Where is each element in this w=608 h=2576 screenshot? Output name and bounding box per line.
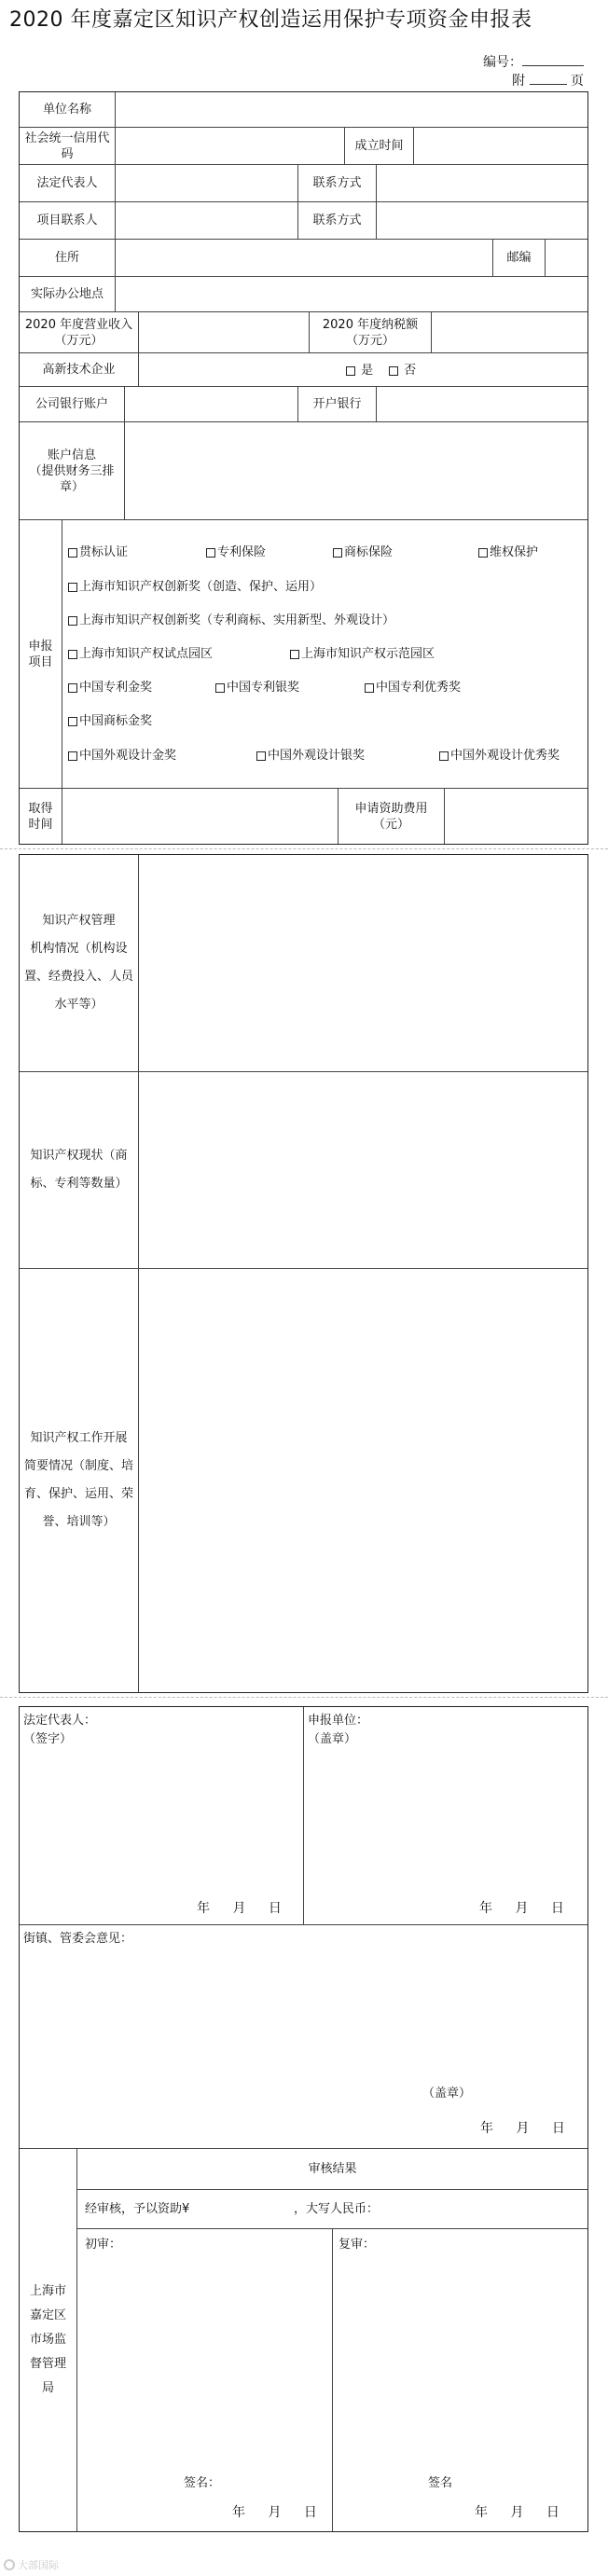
option-label: 商标保险 [344, 545, 394, 559]
review-text-a: 经审核，予以资助¥ [85, 2202, 190, 2216]
apply-fee-field[interactable] [445, 789, 587, 844]
serial-blank[interactable] [522, 53, 584, 66]
account-info-field[interactable] [125, 422, 587, 520]
ip-mgmt-label [20, 855, 139, 1072]
checkbox-icon[interactable] [68, 616, 77, 626]
ip-work-line1: 知识产权工作开展 [30, 1431, 128, 1445]
seal-2: （盖章） [422, 2087, 472, 2101]
bureau-line5: 局 [41, 2381, 54, 2395]
apply-item-line1: 申报 [28, 639, 53, 654]
tax-label [310, 312, 432, 353]
bureau-line2: 嘉定区 [29, 2308, 66, 2322]
option-13[interactable] [256, 748, 365, 764]
legal-rep-sign-cell[interactable] [20, 1707, 304, 1925]
checkbox-icon[interactable] [68, 650, 77, 659]
street-opinion-label: 街镇、管委会意见： [23, 1932, 133, 1946]
checkbox-icon[interactable] [206, 548, 215, 558]
option-1[interactable] [206, 544, 266, 560]
credit-code-field[interactable] [116, 128, 345, 165]
project-contact-label: 项目联系人 [20, 202, 116, 240]
apply-unit-seal-cell[interactable] [304, 1707, 587, 1925]
first-review-cell[interactable] [77, 2229, 333, 2531]
contact2-field[interactable] [377, 202, 587, 240]
bank-account-label: 公司银行账户 [20, 387, 125, 422]
apply-fee-line2: （元） [372, 817, 409, 832]
option-label: 上海市知识产权试点园区 [79, 647, 214, 661]
ip-mgmt-line3: 置、经费投入、人员 [23, 970, 133, 984]
apply-item-label [20, 520, 62, 789]
revenue-label-line2: （万元） [54, 333, 104, 348]
sign-date-1: 年 月 日 [197, 1901, 282, 1916]
option-label: 上海市知识产权示范园区 [301, 647, 435, 661]
bureau-line1: 上海市 [29, 2284, 66, 2298]
checkbox-icon[interactable] [439, 751, 449, 761]
second-review-cell[interactable] [333, 2229, 587, 2531]
contact1-field[interactable] [377, 165, 587, 202]
review-text-cell[interactable] [77, 2190, 587, 2229]
address-field[interactable] [116, 240, 493, 277]
hightech-yes-label: 是 [361, 364, 374, 378]
bureau-label-cell [20, 2149, 77, 2531]
second-review-sign: 签名 [428, 2476, 453, 2490]
account-info-line1: 账户信息 [47, 448, 96, 462]
apply-item-line2: 项目 [28, 654, 53, 669]
legal-rep-sign-label: 法定代表人： [23, 1714, 97, 1728]
option-label: 专利保险 [217, 545, 267, 559]
option-7[interactable] [290, 646, 435, 662]
street-opinion-cell[interactable] [20, 1925, 587, 2149]
obtain-line1: 取得 [28, 801, 53, 816]
attach-blank[interactable] [530, 72, 567, 85]
ip-status-label [20, 1072, 139, 1269]
option-label: 中国外观设计金奖 [79, 749, 177, 763]
sign-date-3: 年 月 日 [480, 2121, 565, 2136]
office-address-label: 实际办公地点 [20, 277, 116, 312]
seal-paren: （盖章） [308, 1732, 357, 1746]
checkbox-icon[interactable] [68, 717, 77, 726]
option-label: 维权保护 [490, 545, 539, 559]
legal-rep-field[interactable] [116, 165, 298, 202]
apply-fee-label [339, 789, 445, 844]
account-info-line2: （提供财务三排 [29, 463, 115, 478]
credit-code-label: 社会统一信用代码 [20, 128, 116, 165]
checkbox-icon[interactable] [389, 366, 398, 376]
option-label: 中国商标金奖 [79, 714, 153, 728]
checkbox-icon[interactable] [215, 683, 225, 693]
found-date-label: 成立时间 [345, 128, 414, 165]
option-12[interactable] [68, 748, 176, 764]
option-10[interactable] [365, 680, 461, 696]
watermark-text: 大部国际 [18, 2559, 59, 2571]
sign-date-2: 年 月 日 [479, 1901, 564, 1916]
option-label: 中国外观设计银奖 [268, 749, 366, 763]
address-label: 住所 [20, 240, 116, 277]
option-label: 中国专利银奖 [227, 681, 300, 695]
option-label: 中国专利优秀奖 [376, 681, 462, 695]
option-label: 上海市知识产权创新奖（专利商标、实用新型、外观设计） [79, 613, 395, 627]
postcode-field[interactable] [546, 240, 587, 277]
hightech-no-label: 否 [404, 364, 417, 378]
option-label: 上海市知识产权创新奖（创造、保护、运用） [79, 580, 323, 594]
checkbox-icon[interactable] [365, 683, 374, 693]
attach-pages [512, 71, 584, 90]
page-break [0, 1697, 608, 1704]
basic-info-table [19, 91, 588, 845]
bureau-line4: 督管理 [29, 2357, 66, 2371]
option-14[interactable] [439, 748, 560, 764]
ip-work-line2: 简要情况（制度、培 [23, 1459, 133, 1473]
checkbox-icon[interactable] [68, 548, 77, 558]
ip-mgmt-field[interactable] [139, 855, 587, 1072]
option-6[interactable] [68, 646, 213, 662]
option-11[interactable] [68, 713, 152, 729]
ip-mgmt-line2: 机构情况（机构设 [30, 942, 128, 956]
unit-name-label: 单位名称 [20, 92, 116, 128]
form-title: 2020 年度嘉定区知识产权创造运用保护专项资金申报表 [9, 8, 532, 32]
ip-mgmt-line1: 知识产权管理 [42, 914, 116, 928]
sign-date-5: 年 月 日 [475, 2505, 560, 2520]
unit-name-field[interactable] [116, 92, 587, 128]
hightech-no[interactable] [389, 363, 416, 379]
found-date-field[interactable] [414, 128, 587, 165]
hightech-yes[interactable] [346, 363, 373, 379]
bank-account-field[interactable] [125, 387, 298, 422]
apply-unit-label: 申报单位： [308, 1714, 369, 1728]
account-info-label [20, 422, 125, 520]
apply-fee-line1: 申请资助费用 [354, 801, 428, 816]
approval-table [19, 1706, 588, 2532]
apply-item-options [62, 520, 587, 789]
checkbox-icon[interactable] [68, 751, 77, 761]
review-text-b: ，大写人民币： [294, 2202, 380, 2216]
contact2-label: 联系方式 [298, 202, 377, 240]
obtain-time-field[interactable] [62, 789, 339, 844]
obtain-line2: 时间 [28, 817, 53, 832]
project-contact-field[interactable] [116, 202, 298, 240]
option-8[interactable] [68, 680, 152, 696]
first-review-sign: 签名： [184, 2476, 221, 2490]
second-review-label: 复审： [339, 2238, 376, 2252]
checkbox-icon[interactable] [256, 751, 266, 761]
watermark [4, 2557, 59, 2572]
first-review-label: 初审： [85, 2238, 122, 2252]
option-label: 贯标认证 [79, 545, 129, 559]
ip-work-line3: 育、保护、运用、荣 [23, 1487, 133, 1501]
account-info-line3: 章） [59, 479, 84, 494]
option-2[interactable] [333, 544, 393, 560]
bank-name-field[interactable] [377, 387, 587, 422]
checkbox-icon[interactable] [346, 366, 355, 376]
sign-paren: （签字） [23, 1732, 73, 1746]
contact1-label: 联系方式 [298, 165, 377, 202]
attach-suffix: 页 [571, 74, 584, 89]
bureau-line3: 市场监 [29, 2333, 66, 2347]
option-9[interactable] [215, 680, 299, 696]
ip-work-label [20, 1269, 139, 1692]
ip-work-line4: 誉、培训等） [42, 1515, 116, 1529]
hightech-label: 高新技术企业 [20, 353, 139, 387]
ip-work-field[interactable] [139, 1269, 587, 1692]
revenue-label [20, 312, 139, 353]
hightech-choice [139, 353, 587, 387]
option-4[interactable] [68, 579, 322, 595]
serial-label: 编号： [483, 55, 522, 70]
ip-status-line2: 标、专利等数量） [30, 1177, 128, 1191]
option-5[interactable] [68, 613, 394, 628]
watermark-logo-icon [4, 2559, 15, 2570]
ip-status-field[interactable] [139, 1072, 587, 1269]
tax-field[interactable] [432, 312, 587, 353]
legal-rep-label: 法定代表人 [20, 165, 116, 202]
option-label: 中国外观设计优秀奖 [450, 749, 560, 763]
checkbox-icon[interactable] [68, 583, 77, 592]
serial-number [483, 52, 584, 71]
revenue-label-line1: 2020 年度营业收入 [24, 317, 133, 332]
checkbox-icon[interactable] [478, 548, 488, 558]
revenue-field[interactable] [139, 312, 310, 353]
ip-status-line1: 知识产权现状（商 [30, 1149, 128, 1163]
ip-status-table [19, 854, 588, 1693]
option-3[interactable] [478, 544, 538, 560]
sign-date-4: 年 月 日 [232, 2505, 317, 2520]
checkbox-icon[interactable] [290, 650, 299, 659]
bank-name-label: 开户银行 [298, 387, 377, 422]
obtain-time-label [20, 789, 62, 844]
option-0[interactable] [68, 544, 128, 560]
tax-label-line1: 2020 年度纳税额 [322, 317, 419, 332]
option-label: 中国专利金奖 [79, 681, 153, 695]
tax-label-line2: （万元） [345, 333, 394, 348]
office-address-field[interactable] [116, 277, 587, 312]
ip-mgmt-line4: 水平等） [54, 998, 104, 1012]
review-result-header: 审核结果 [77, 2149, 587, 2190]
attach-prefix: 附 [512, 74, 526, 89]
checkbox-icon[interactable] [333, 548, 342, 558]
postcode-label: 邮编 [493, 240, 546, 277]
bureau-label [30, 2280, 66, 2401]
checkbox-icon[interactable] [68, 683, 77, 693]
